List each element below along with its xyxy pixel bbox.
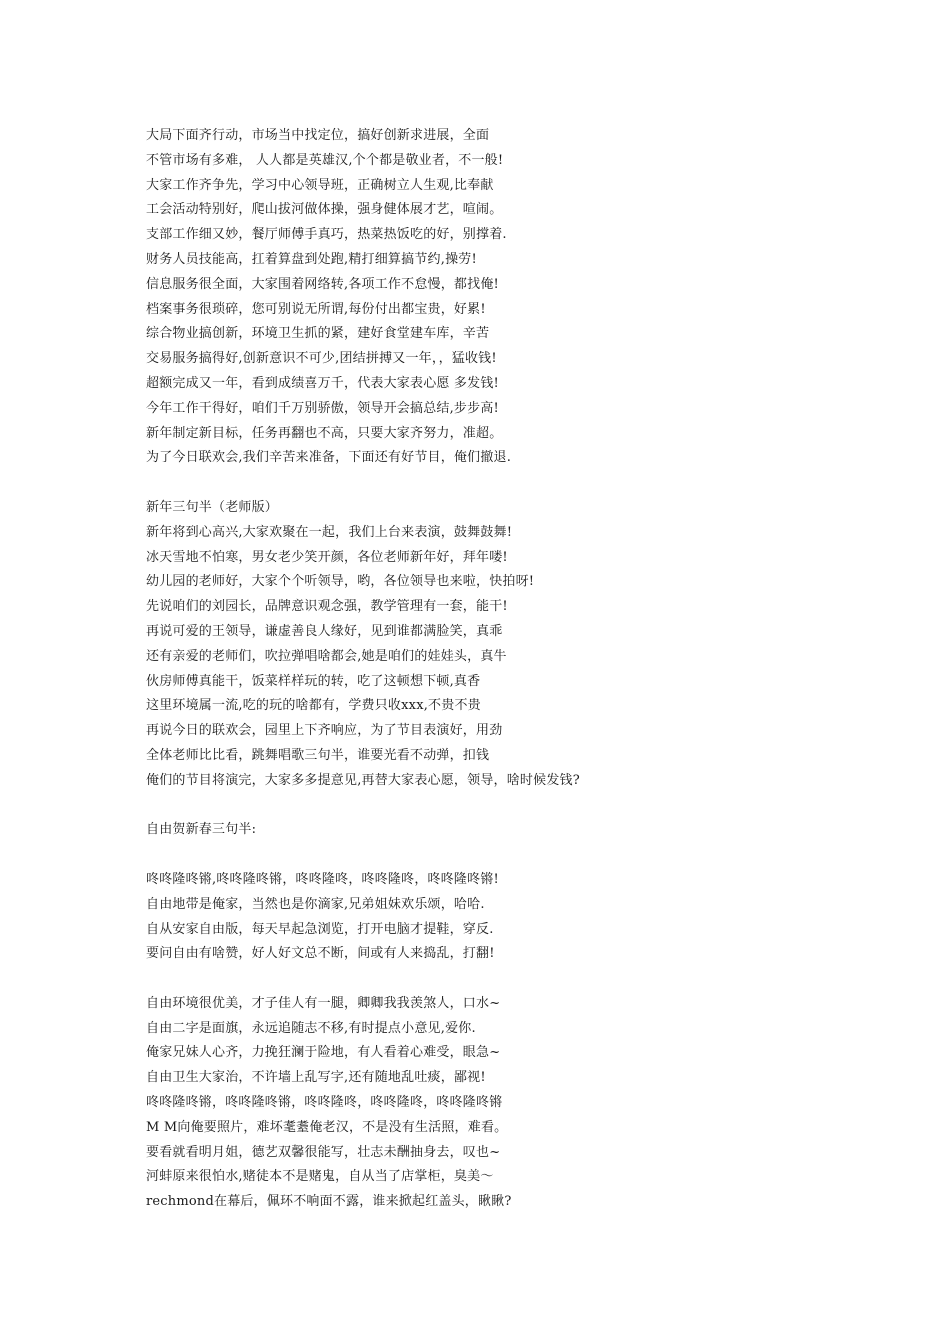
paragraph-gap — [146, 794, 846, 819]
text-line: 新年制定新目标，任务再翻也不高，只要大家齐努力，准超。 — [146, 425, 503, 441]
text-line: 自由地带是俺家，当然也是你滴家,兄弟姐妹欢乐颂，哈哈. — [146, 896, 485, 912]
section-freedom-stanza-1 — [146, 868, 846, 967]
section-heading-teacher-verses: 新年三句半（老师版） — [146, 499, 279, 515]
text-line: 支部工作细又妙，餐厅师傅手真巧，热菜热饭吃的好，别撑着. — [146, 227, 507, 243]
text-line: 财务人员技能高，扛着算盘到处跑,精打细算搞节约,操劳! — [146, 251, 477, 267]
text-line: 新年将到心高兴,大家欢聚在一起，我们上台来表演，鼓舞鼓舞! — [146, 524, 513, 540]
text-line: rechmond在幕后，佩环不响面不露，谁来掀起红盖头，瞅瞅? — [146, 1194, 512, 1210]
section-heading-freedom-verses: 自由贺新春三句半: — [146, 822, 257, 838]
section-teacher-verses — [146, 521, 846, 794]
text-line: 综合物业搞创新，环境卫生抓的紧，建好食堂建车库，辛苦 — [146, 326, 490, 342]
text-line: 俺家兄妹人心齐，力挽狂澜于险地，有人看着心难受，眼急~ — [146, 1045, 501, 1061]
text-line: 今年工作干得好，咱们千万别骄傲，领导开会搞总结,步步高! — [146, 400, 499, 416]
text-line: 全体老师比比看，跳舞唱歌三句半，谁要光看不动弹，扣钱 — [146, 747, 490, 763]
document-page — [146, 124, 846, 1215]
text-line: 再说可爱的王领导，谦虚善良人缘好，见到谁都满脸笑，真乖 — [146, 623, 503, 639]
text-line: 为了今日联欢会,我们辛苦来准备，下面还有好节目，俺们撤退. — [146, 450, 512, 466]
paragraph-gap — [146, 967, 846, 992]
text-line: 档案事务很琐碎，您可别说无所谓,每份付出都宝贵，好累! — [146, 301, 486, 317]
section-freedom-stanza-2 — [146, 992, 846, 1215]
section-office-verses — [146, 124, 846, 471]
text-line: 信息服务很全面，大家围着网络转,各项工作不怠慢，都找俺! — [146, 276, 499, 292]
paragraph-gap — [146, 843, 846, 868]
text-line: 幼儿园的老师好，大家个个听领导，哟，各位领导也来啦，快拍呀! — [146, 574, 535, 590]
text-line: 超额完成又一年，看到成绩喜万千，代表大家表心愿 多发钱! — [146, 375, 499, 391]
text-line: M M向俺要照片，难坏耄耋俺老汉，不是没有生活照，难看。 — [146, 1119, 508, 1135]
paragraph-gap — [146, 471, 846, 496]
text-line: 再说今日的联欢会，园里上下齐响应，为了节目表演好，用劲 — [146, 723, 503, 739]
text-line: 自由环境很优美，才子佳人有一腿，卿卿我我羡煞人，口水~ — [146, 995, 501, 1011]
text-line: 要看就看明月姐，德艺双馨很能写，壮志未酬抽身去，叹也~ — [146, 1144, 501, 1160]
text-line: 要问自由有啥赞，好人好文总不断，间或有人来捣乱，打翻! — [146, 946, 495, 962]
text-line: 冰天雪地不怕寒，男女老少笑开颜，各位老师新年好，拜年喽! — [146, 549, 508, 565]
text-line: 工会活动特别好，爬山拔河做体操，强身健体展才艺，喧闹。 — [146, 202, 503, 218]
text-line: 咚咚隆咚锵，咚咚隆咚锵，咚咚隆咚，咚咚隆咚，咚咚隆咚锵 — [146, 1095, 503, 1111]
text-line: 交易服务搞得好,创新意识不可少,团结拼搏又一年，，猛收钱! — [146, 351, 497, 367]
text-line: 自由二字是面旗，永远追随志不移,有时提点小意见,爱你. — [146, 1020, 476, 1036]
text-line: 大家工作齐争先，学习中心领导班，正确树立人生观,比奉献 — [146, 177, 494, 193]
text-line: 自从安家自由版，每天早起急浏览，打开电脑才提鞋，穿反. — [146, 921, 494, 937]
text-line: 还有亲爱的老师们，吹拉弹唱啥都会,她是咱们的娃娃头，真牛 — [146, 648, 507, 664]
text-line: 自由卫生大家治，不许墙上乱写字,还有随地乱吐痰，鄙视! — [146, 1070, 486, 1086]
text-line: 河蚌原来很怕水,赌徒本不是赌鬼，自从当了店掌柜，臭美～ — [146, 1169, 494, 1185]
text-line: 不管市场有多难， 人人都是英雄汉,个个都是敬业者，不一般! — [146, 152, 504, 168]
text-line: 伙房师傅真能干，饭菜样样玩的转，吃了这顿想下顿,真香 — [146, 673, 481, 689]
text-line: 咚咚隆咚锵,咚咚隆咚锵，咚咚隆咚，咚咚隆咚，咚咚隆咚锵! — [146, 871, 499, 887]
text-line: 大局下面齐行动，市场当中找定位，搞好创新求进展，全面 — [146, 128, 490, 143]
text-line: 先说咱们的刘园长，品牌意识观念强，教学管理有一套，能干! — [146, 599, 508, 615]
text-line: 俺们的节目将演完，大家多多提意见,再替大家表心愿，领导，啥时候发钱? — [146, 772, 580, 788]
text-line: 这里环境属一流,吃的玩的啥都有，学费只收xxx,不贵不贵 — [146, 698, 481, 714]
